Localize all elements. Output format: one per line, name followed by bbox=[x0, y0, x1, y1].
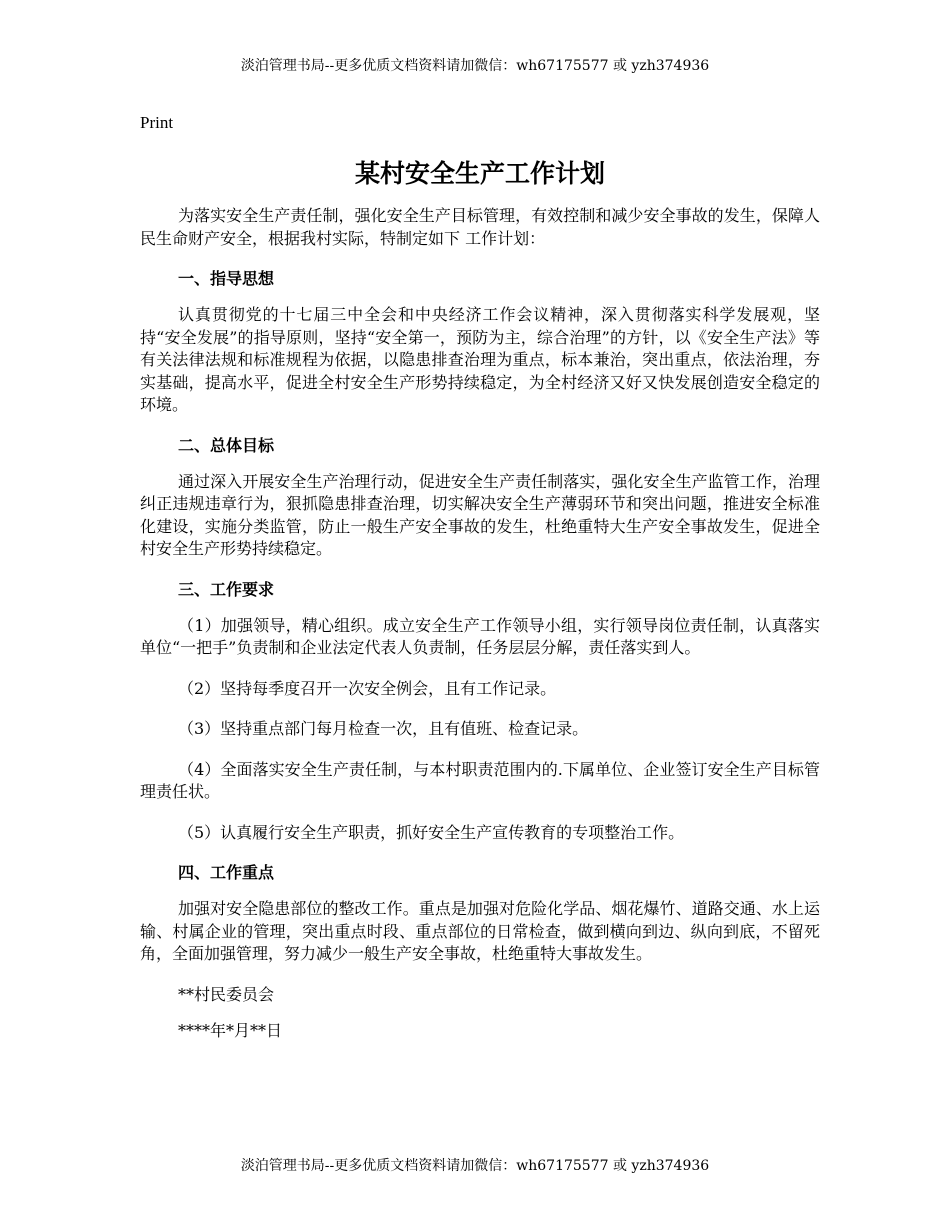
print-label: Print bbox=[140, 113, 174, 132]
requirement-item-5: （5）认真履行安全生产职责，抓好安全生产宣传教育的专项整治工作。 bbox=[178, 822, 685, 842]
page-footer: 淡泊管理书局--更多优质文档资料请加微信：wh67175577 或 yzh374936 bbox=[240, 1158, 710, 1174]
document-title: 某村安全生产工作计划 bbox=[354, 159, 605, 188]
requirement-item-3: （3）坚持重点部门每月检查一次，且有值班、检查记录。 bbox=[178, 719, 589, 738]
intro-paragraph: 为落实安全生产责任制，强化安全生产目标管理，有效控制和减少安全事故的发生，保障人民生命财产安全，根据我村实际，特制定如下 工作计划： bbox=[140, 206, 820, 248]
requirement-item-2: （2）坚持每季度召开一次安全例会，且有工作记录。 bbox=[178, 678, 557, 698]
requirement-item-1: （1）加强领导，精心组织。成立安全生产工作领导小组，实行领导岗位责任制，认真落实单位“一把手”负责制和企业法定代表人负责制，任务层层分解，责任落实到人。 bbox=[140, 615, 820, 657]
requirement-item-4: （4）全面落实安全生产责任制，与本村职责范围内的.下属单位、企业签订安全生产目标管理责任状。 bbox=[140, 759, 820, 801]
section-heading-work-focus: 四、工作重点 bbox=[178, 863, 275, 882]
section-heading-work-requirements: 三、工作要求 bbox=[178, 579, 275, 599]
signature-date: ****年*月**日 bbox=[178, 1020, 283, 1040]
paragraph-work-focus: 加强对安全隐患部位的整改工作。重点是加强对危险化学品、烟花爆竹、道路交通、水上运输、村属企业的管理，突出重点时段、重点部位的日常检查，做到横向到边、纵向到底，不留死角，全面加强管理，努力减少一般生产安全事故，杜绝重特大事故发生。 bbox=[140, 899, 820, 963]
document-body bbox=[140, 112, 820, 1056]
paragraph-overall-goal: 通过深入开展安全生产治理行动，促进安全生产责任制落实，强化安全生产监管工作，治理纠正违规违章行为，狠抓隐患排查治理，切实解决安全生产薄弱环节和突出问题，推进安全标准化建设，实施分类监管，防止一般生产安全事故的发生，杜绝重特大生产安全事故发生，促进全村安全生产形势持续稳定。 bbox=[140, 471, 820, 558]
section-heading-overall-goal: 二、总体目标 bbox=[178, 435, 275, 455]
section-heading-guiding-ideology: 一、指导思想 bbox=[178, 269, 275, 288]
signature-organization: **村民委员会 bbox=[178, 984, 275, 1004]
page-header: 淡泊管理书局--更多优质文档资料请加微信：wh67175577 或 yzh374936 bbox=[240, 58, 710, 74]
paragraph-guiding-ideology: 认真贯彻党的十七届三中全会和中央经济工作会议精神，深入贯彻落实科学发展观，坚持“安全发展”的指导原则，坚持“安全第一，预防为主，综合治理”的方针，以《安全生产法》等有关法律法规和标准规程为依据，以隐患排查治理为重点，标本兼治，突出重点，依法治理，夯实基础，提高水平，促进全村安全生产形势持续稳定，为全村经济又好又快发展创造安全稳定的环境。 bbox=[140, 305, 820, 414]
